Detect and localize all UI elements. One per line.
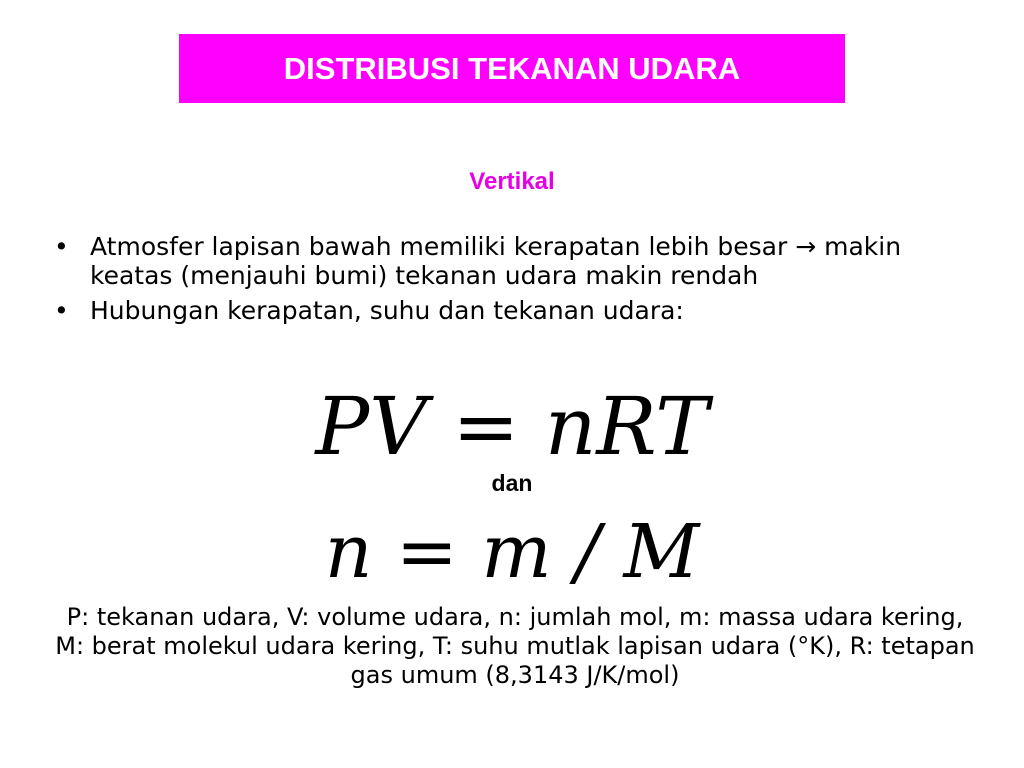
ideal-gas-formula: PV = nRT [315, 380, 709, 473]
bullet-item [50, 232, 980, 290]
bullet-text: Atmosfer lapisan bawah memiliki kerapatan lebih besar → makin keatas (menjauhi bumi) tekanan udara makin rendah [90, 232, 902, 290]
variable-description: P: tekanan udara, V: volume udara, n: jumlah mol, m: massa udara kering, M: berat molekul udara kering, T: suhu mutlak lapisan udara (°K), R: tetapan gas umum (8,3143 J/K/mol) [55, 603, 975, 689]
connector-text: dan [491, 470, 533, 496]
bullet-text: Hubungan kerapatan, suhu dan tekanan udara: [90, 296, 684, 325]
bullet-item [50, 296, 980, 325]
bullet-marker: • [54, 296, 69, 325]
bullet-list [50, 232, 980, 331]
slide-title: DISTRIBUSI TEKANAN UDARA [283, 50, 741, 86]
title-banner [179, 34, 845, 103]
bullet-marker: • [54, 232, 69, 261]
slide-subtitle: Vertikal [469, 168, 555, 195]
mol-formula: n = m / M [324, 509, 700, 595]
